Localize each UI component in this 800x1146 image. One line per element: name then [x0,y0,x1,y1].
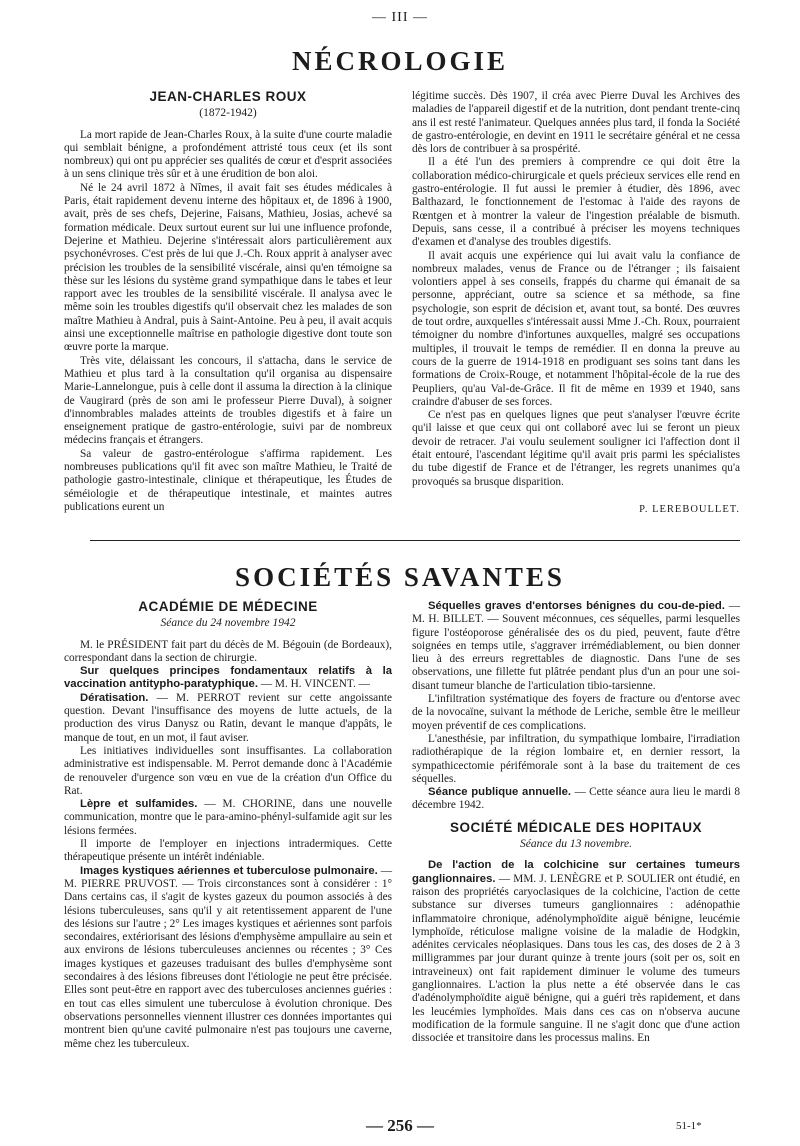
topic-title: Séance publique annuelle. [428,786,572,799]
hopitaux-heading: SOCIÉTÉ MÉDICALE DES HOPITAUX [449,819,703,835]
paragraph: Ce n'est pas en quelques lignes que peut s'analyser l'œuvre écrite qu'il laisse et que ceux qui ont collaboré avec lui se feront un pieux devoir de retracer. J'ai voulu seulement souligner ici l'affection dont il était entouré, l'ascendant légitime qu'il avait pris parmi les spécialistes du tube digestif de France et de l'étranger, les regrets unanimes qu'a provoqués sa brusque disparition. [412,409,740,488]
paragraph: Il avait acquis une expérience qui lui avait valu la confiance de nombreux malades, venus de France ou de l'étranger ; ils faisaient volontiers appel à ses conseils, frappés du charme qui émanait de sa personne, appréciant, outre sa science et sa méthode, sa fine psychologie, son esprit de décision et, avant tout, sa bonté. Des œuvres de tout ordre, auxquelles s'intéressait aussi Mme J.-Ch. Roux, pourraient témoigner du nombre d'infortunes auxquelles, malgré ses occupations multiples, il trouvait le temps de remédier. Il en donna la preuve au cours de la guerre de 1914-1918 en prodiguant ses soins tant dans les formations de Croix-Rouge, et notamment l'hôpital-école de la rue des Peupliers, qu'au Val-de-Grâce. Il fit de même en 1939 et 1940, sans craindre d'abuser de ses forces. [412,249,741,408]
topic-body: — M. PIERRE PRUVOST. — Trois circonstances sont à considérer : 1° Dans certains cas, il s'agit de kystes gazeux du poumon associés à des lésions tuberculeuses, sans qu'il y ait retentissement apparent de l'une des lésions sur l'autre ; 2° Les images kystiques et aériennes sont parfois secondaires, extériorisant des lésions d'emphysème ampullaire au sein et aux environs de lésions tuberculeuses anciennes ou récentes ; 3° Ces images kystiques et gazeuses traduisant des bulles d'emphysème sont secondaires à des lésions fibreuses dont l'étiologie ne peut être précisée. Elles sont peut-être en rapport avec des tuberculoses anciennes guéries : en tout cas elles simulent une tuberculose à évolution chronique. Des observations personnelles viennent illustrer ces données importantes qui montrent bien qu'une cavité pulmonaire n'est pas toujours une caverne, même chez les tuberculeux. [64,864,392,1050]
roman-page-number: — III — [372,10,428,25]
paragraph: L'anesthésie, par infiltration, du sympathique lombaire, l'irradiation radiothérapique de la région lombaire et, en dernier ressort, la sympathicectomie périfémorale sont à la base du traitement de ces séquelles. [412,732,740,785]
topic-title: Images kystiques aériennes et tuberculose pulmonaire. [80,864,378,877]
topic-colchicine [412,859,740,1045]
necrology-right-column [412,90,740,516]
topic-lepre [64,798,392,838]
topic-body: — M. CHORINE, dans une nouvelle communication, montre que le para-amino-phényl-sulfamide agit sur les lésions fermées. [64,798,392,837]
section-divider [90,540,740,541]
academie-heading: ACADÉMIE DE MÉDECINE [138,599,318,614]
topic-seance-publique [412,786,740,813]
topic-title: Lèpre et sulfamides. [80,798,198,811]
topic-title: De l'action de la colchicine sur certaines tumeurs ganglionnaires. [412,859,740,885]
topic-images-kystiques [64,865,392,1051]
paragraph: Très vite, délaissant les concours, il s'attacha, dans le service de Mathieu et plus tard à la consultation qu'il organisa au dispensaire Marie-Lannelongue, puis à celle dont il assuma la direction à la clinique de Vaugirard (près de son ami le professeur Pierre Duval), à soigner d'innombrables malades atteints de troubles digestifs et à faire un enseignement pratique de gastro-entérologie, suivi par de nombreux médecins français et étrangers. [64,354,392,447]
topic-vaccination [64,665,392,692]
topic-body: — M. H. BILLET. — Souvent méconnues, ces séquelles, parmi lesquelles figure l'ostéoporose généralisée des os du pied, peuvent, faute d'être soignées en temps utile, s'aggraver irrémédiablement, ou bien donner lieu à des erreurs regrettables de diagnostic. Dans l'une de ses observations, une fillette fut plâtrée pendant plus d'un an pour une soi-disant tumeur blanche de l'articulation tibio-tarsienne. [412,600,740,692]
necrology-left-column [64,90,392,514]
paragraph: La mort rapide de Jean-Charles Roux, à la suite d'une courte maladie qui semblait bénigne, a profondément attristé tous ceux (et ils sont nombreux) qui ont pu apprécier ses qualités de cœur et d'esprit associées à un sens clinique très sûr et à une érudition de bon aloi. [64,128,392,181]
print-code: 51-1* [676,1120,702,1132]
topic-body: — M. PERROT revient sur cette angoissante question. Devant l'insuffisance des moyens de lutte actuels, de la production des virus Danysz ou Ratin, devant le manque d'appâts, le manque de tout, en un mot, il faut aviser. [64,691,392,744]
topic-body: — MM. J. LENÈGRE et P. SOULIER ont étudié, en raison des propriétés caryoclasiques de la colchicine, l'action de cette substance sur diverses tumeurs ganglionnaires : adénopathie inflammatoire chronique, adénolymphoïdite aiguë bénigne, leucémie lymphoïde, réticulose maligne voisine de la maladie de Hodgkin, adénites cervicales néoplasiques. Dans tous les cas, des doses de 2 à 3 milligrammes par jour durant quinze à trente jours (soit per os, soit en intraveineux) ont fait rapidement diminuer le volume des tumeurs ganglionnaires. L'action la plus nette a été observée dans le cas d'adénolymphoïdite aiguë bénigne, qui a guéri très rapidement, et dans les leucémies lymphoïdes. Mais dans ces cas on n'observa aucune modification de la formule sanguine. Il ne s'agit donc que d'une action dissociée et transitoire dans les processus malins. En [412,872,740,1045]
necrology-dates: (1872-1942) [199,107,257,120]
topic-body: — Cette séance aura lieu le mardi 8 décembre 1942. [412,786,741,812]
section-title-societes-savantes: SOCIÉTÉS SAVANTES [235,562,565,592]
necrology-name: JEAN-CHARLES ROUX [149,89,307,104]
paragraph: Les initiatives individuelles sont insuffisantes. La collaboration administrative est indispensable. M. Perrot demande donc à l'Académie de renouveler d'urgence son vœu en vue de la création d'un Office du Rat. [64,744,392,797]
paragraph: Il a été l'un des premiers à comprendre ce qui doit être la collaboration médico-chirurgicale et quels précieux services elle rend en gastro-entérologie. Il fut aussi le premier à étudier, dès 1896, avec Balthazard, le fonctionnement de l'estomac à l'aide des rayons de Rœntgen et à montrer la valeur de l'ingestion préalable de bismuth. Depuis, sans cesse, il a contribué à préciser les moyens techniques d'examen et d'analyse des troubles digestifs. [412,156,740,249]
topic-author: — M. H. VINCENT. — [260,678,370,691]
paragraph: Sa valeur de gastro-entérologue s'affirma rapidement. Les nombreuses publications qu'il fit avec son maître Mathieu, le Traité de pathologie gastro-intestinale, clinique et thérapeutique, les Études de séméiologie et de thérapeutique intestinale, et maintes autres publications eurent un [64,447,392,513]
topic-title: Séquelles graves d'entorses bénignes du cou-de-pied. [428,600,725,612]
signature: P. LEREBOULLET. [639,503,740,515]
paragraph: Il importe de l'employer en injections intradermiques. Cette thérapeutique présente un intérêt indéniable. [64,838,392,864]
hopitaux-session: Séance du 13 novembre. [520,838,632,851]
academie-session: Séance du 24 novembre 1942 [160,617,296,630]
section-title-necrologie: NÉCROLOGIE [291,46,509,76]
topic-title: Sur quelques principes fondamentaux relatifs à la vaccination antitypho-paratyphique. [64,665,392,691]
paragraph: Né le 24 avril 1872 à Nîmes, il avait fait ses études médicales à Paris, était rapidement devenu interne des hôpitaux et, de 1896 à 1900, avait, près de ses chefs, Dejerine, Faisans, Mathieu, Josias, achevé sa formation médicale. Deux surtout eurent sur lui une influence profonde, Dejerine et Mathieu. Dejerine s'intéressait alors particulièrement aux psychonévroses. C'est près de lui que J.-Ch. Roux apprit à analyser avec précision les troubles de la sensibilité viscérale, ainsi qu'en témoigne sa thèse sur les lésions du système grand sympathique dans le tabes et leur rapport avec les troubles de la sensibilité viscérale. Il analysa avec le même soin les troubles digestifs qu'il observait chez les malades de son maître Mathieu à Andral, puis à Saint-Antoine. Peu à peu, il avait acquis ainsi une exceptionnelle maîtrise en pathologie digestive dont toute son œuvre porte la marque. [64,181,392,354]
topic-sequelles [412,600,740,693]
paragraph: L'infiltration systématique des foyers de fracture ou d'entorse avec de la novocaïne, suivant la méthode de Leriche, semble être le meilleur moyen préventif de ces complications. [412,693,740,732]
paragraph: légitime succès. Dès 1907, il créa avec Pierre Duval les Archives des maladies de l'appareil digestif et de la nutrition, dont pendant trente-cinq ans il est resté l'animateur. Quelques années plus tard, il fonda la Société de gastro-entérologie, en devint en 1911 le secrétaire général et ne cessa dès lors de contribuer à sa prospérité. [412,90,740,156]
academie-column [64,600,392,1051]
topic-title: Dératisation. [80,691,149,704]
paragraph: M. le PRÉSIDENT fait part du décès de M. Bégouin (de Bordeaux), correspondant dans la section de chirurgie. [64,638,392,664]
topic-deratisation [64,692,392,745]
page-number: — 256 — [366,1116,434,1135]
societes-right-column [412,600,740,1046]
